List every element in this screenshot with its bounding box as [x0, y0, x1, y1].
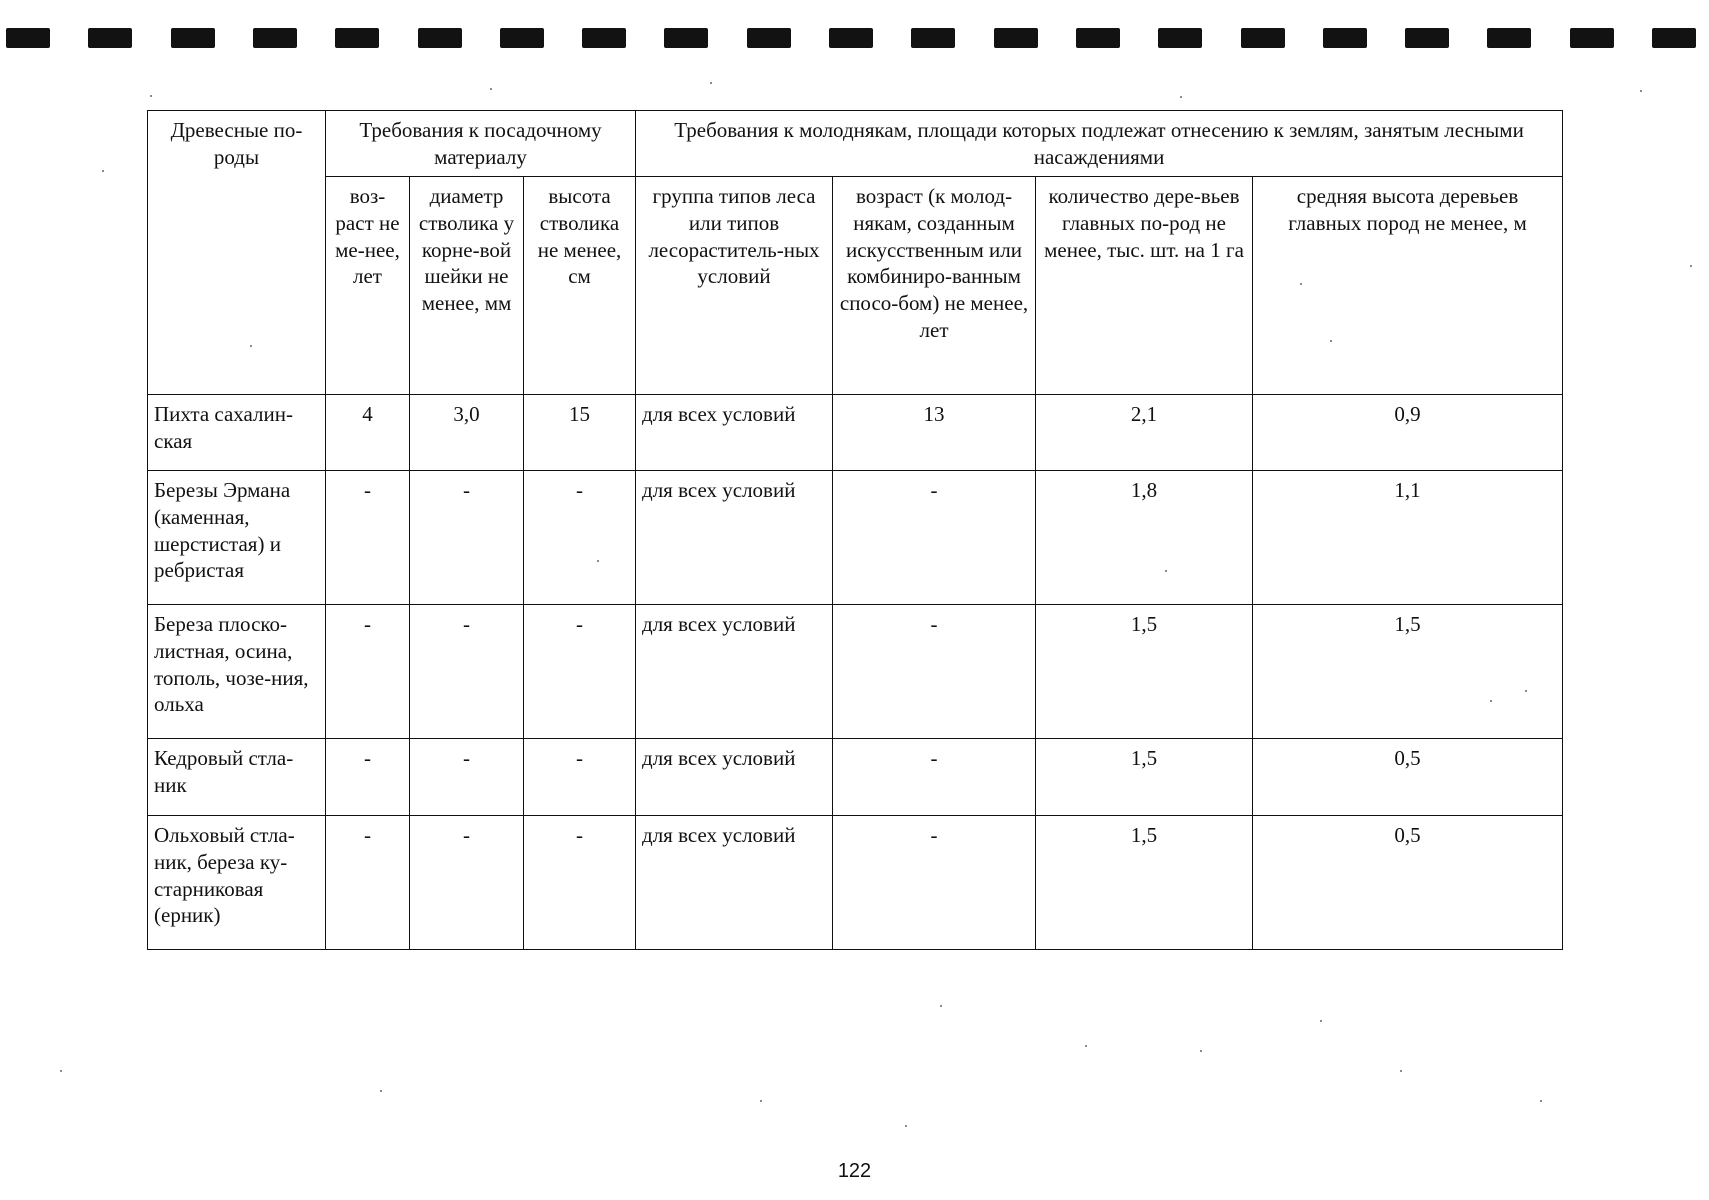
scan-speck: [1690, 265, 1692, 267]
cell-forest-type: для всех условий: [636, 471, 833, 605]
scan-speck: [490, 88, 492, 90]
scan-speck: [905, 1125, 907, 1127]
cell-tree-count: 1,8: [1036, 471, 1253, 605]
scan-speck: [1640, 90, 1642, 92]
cell-young-age: 13: [833, 395, 1036, 471]
cell-tree-count: 1,5: [1036, 605, 1253, 739]
scan-dash: [500, 28, 544, 48]
header-species: Древесные по-роды: [148, 111, 326, 395]
scan-dash: [911, 28, 955, 48]
cell-species: Пихта сахалин-ская: [148, 395, 326, 471]
page-number: 122: [837, 1160, 872, 1182]
scan-dash: [829, 28, 873, 48]
cell-avg-height: 0,5: [1253, 816, 1563, 950]
header-height: высота стволика не менее, см: [524, 177, 636, 395]
scan-speck: [60, 1070, 62, 1072]
header-planting-material: Требования к посадочному материалу: [326, 111, 636, 177]
scan-speck: [1300, 283, 1302, 285]
cell-avg-height: 0,5: [1253, 739, 1563, 816]
cell-height: -: [524, 471, 636, 605]
table-row: [148, 471, 1563, 605]
cell-young-age: -: [833, 739, 1036, 816]
scan-dash: [1487, 28, 1531, 48]
scan-speck: [250, 345, 252, 347]
scan-speck: [380, 1090, 382, 1092]
scan-dash: [88, 28, 132, 48]
cell-forest-type: для всех условий: [636, 739, 833, 816]
cell-height: -: [524, 605, 636, 739]
cell-species: Кедровый стла-ник: [148, 739, 326, 816]
scan-dash: [6, 28, 50, 48]
cell-forest-type: для всех условий: [636, 605, 833, 739]
header-young-stands: Требования к молоднякам, площади которых подлежат отнесению к землям, занятым лесными насаждениями: [636, 111, 1563, 177]
scan-dash: [747, 28, 791, 48]
scan-speck: [1525, 690, 1527, 692]
scan-speck: [760, 1100, 762, 1102]
scan-dash: [1652, 28, 1696, 48]
scan-speck: [1200, 1050, 1202, 1052]
scan-dashed-border: [6, 28, 1706, 50]
cell-species: Ольховый стла-ник, береза ку-старниковая (ерник): [148, 816, 326, 950]
cell-avg-height: 1,1: [1253, 471, 1563, 605]
scan-dash: [253, 28, 297, 48]
cell-height: -: [524, 739, 636, 816]
cell-avg-height: 0,9: [1253, 395, 1563, 471]
cell-diameter: -: [410, 816, 524, 950]
cell-species: Березы Эрмана (каменная, шерстистая) и ребристая: [148, 471, 326, 605]
scan-speck: [597, 560, 599, 562]
scan-dash: [1405, 28, 1449, 48]
table-row: [148, 605, 1563, 739]
cell-diameter: 3,0: [410, 395, 524, 471]
scan-dash: [1323, 28, 1367, 48]
scan-dash: [1570, 28, 1614, 48]
cell-height: -: [524, 816, 636, 950]
table-row: [148, 395, 1563, 471]
scan-dash: [335, 28, 379, 48]
cell-age: -: [326, 471, 410, 605]
scan-speck: [102, 170, 104, 172]
scan-speck: [1085, 1045, 1087, 1047]
header-avg-height: средняя высота деревьев главных пород не менее, м: [1253, 177, 1563, 395]
cell-forest-type: для всех условий: [636, 395, 833, 471]
cell-age: 4: [326, 395, 410, 471]
header-forest-type: группа типов леса или типов лесораститель-ных условий: [636, 177, 833, 395]
header-diameter: диаметр стволика у корне-вой шейки не менее, мм: [410, 177, 524, 395]
header-row-2: [148, 177, 1563, 395]
scan-dash: [1241, 28, 1285, 48]
cell-height: 15: [524, 395, 636, 471]
header-row-1: [148, 111, 1563, 177]
table-row: [148, 739, 1563, 816]
cell-diameter: -: [410, 605, 524, 739]
cell-tree-count: 2,1: [1036, 395, 1253, 471]
cell-young-age: -: [833, 605, 1036, 739]
scan-speck: [1400, 1070, 1402, 1072]
header-age: воз-раст не ме-нее, лет: [326, 177, 410, 395]
cell-age: -: [326, 816, 410, 950]
scan-speck: [1320, 1020, 1322, 1022]
scan-speck: [940, 1005, 942, 1007]
scan-dash: [1158, 28, 1202, 48]
cell-tree-count: 1,5: [1036, 816, 1253, 950]
forest-requirements-table: [147, 110, 1563, 950]
scan-speck: [1165, 570, 1167, 572]
cell-species: Береза плоско-листная, осина, тополь, чозе-ния, ольха: [148, 605, 326, 739]
scan-dash: [994, 28, 1038, 48]
scan-dash: [171, 28, 215, 48]
scan-speck: [150, 95, 152, 97]
table-row: [148, 816, 1563, 950]
scan-dash: [664, 28, 708, 48]
scan-speck: [1540, 1100, 1542, 1102]
header-young-age: возраст (к молод-някам, созданным искусственным или комбиниро-ванным спосо-бом) не менее, лет: [833, 177, 1036, 395]
cell-diameter: -: [410, 739, 524, 816]
cell-age: -: [326, 739, 410, 816]
header-tree-count: количество дере-вьев главных по-род не менее, тыс. шт. на 1 га: [1036, 177, 1253, 395]
cell-young-age: -: [833, 471, 1036, 605]
scan-speck: [1490, 700, 1492, 702]
scan-speck: [1330, 340, 1332, 342]
cell-age: -: [326, 605, 410, 739]
scan-dash: [418, 28, 462, 48]
cell-forest-type: для всех условий: [636, 816, 833, 950]
cell-tree-count: 1,5: [1036, 739, 1253, 816]
cell-avg-height: 1,5: [1253, 605, 1563, 739]
scan-speck: [710, 82, 712, 84]
cell-young-age: -: [833, 816, 1036, 950]
scan-dash: [1076, 28, 1120, 48]
scan-dash: [582, 28, 626, 48]
cell-diameter: -: [410, 471, 524, 605]
scan-speck: [1180, 96, 1182, 98]
